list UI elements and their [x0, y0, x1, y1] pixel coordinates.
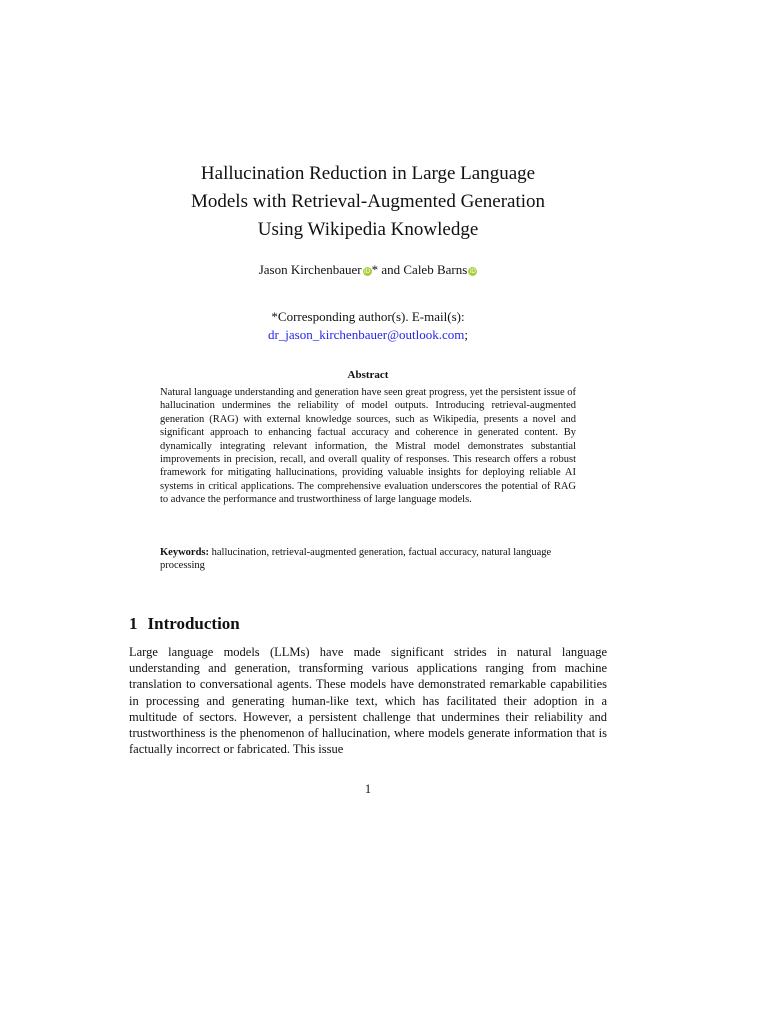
- title-line-2: Models with Retrieval-Augmented Generation: [190, 191, 546, 212]
- section-body-text: Large language models (LLMs) have made significant strides in natural language understanding and generation, transforming various applications ranging from machine translation to conversational agents. These models have demonstrated remarkable capabilities in processing and generating human-like text, which has facilitated their adoption in a multitude of sectors. However, a persistent challenge that undermines their reliability and trustworthiness is the phenomenon of hallucination, where models generate information that is factually incorrect or fabricated. This issue: [129, 645, 607, 757]
- author-list: [120, 262, 616, 278]
- title-line-1: Hallucination Reduction in Large Language: [200, 163, 536, 184]
- keywords-text: hallucination, retrieval-augmented generation, factual accuracy, natural language processing: [160, 547, 552, 572]
- correspondence-label: *Corresponding author(s). E-mail(s):: [271, 309, 465, 324]
- section-title: Introduction: [147, 614, 240, 633]
- correspondence: [120, 308, 616, 344]
- orcid-icon[interactable]: iD: [469, 268, 476, 275]
- section-number: 1: [129, 614, 138, 633]
- author-name: Jason Kirchenbauer: [258, 262, 362, 277]
- title-line-3: Using Wikipedia Knowledge: [257, 219, 479, 240]
- keywords: [160, 546, 576, 573]
- keywords-label: Keywords:: [160, 547, 209, 558]
- corresponding-mark: *: [371, 262, 379, 277]
- email-suffix: ;: [464, 327, 469, 342]
- section-heading: [129, 614, 240, 634]
- paper-title: [120, 160, 616, 244]
- abstract-text: Natural language understanding and generation have seen great progress, yet the persistent issue of hallucination undermines the reliability of model outputs. Introducing retrieval-augmented generation (RAG) with external knowledge sources, such as Wikipedia, presents a novel and significant approach to enhancing factual accuracy and coherence in generated content. By dynamically integrating relevant information, the Mistral model demonstrates substantial improvements in precision, recall, and overall quality of responses. This research offers a robust framework for mitigating hallucinations, providing valuable insights for deploying reliable AI systems in critical applications. The comprehensive evaluation underscores the potential of RAG to advance the performance and trustworthiness of large language models.: [160, 387, 576, 506]
- page-number: 1: [364, 782, 372, 796]
- author-conjunction: and: [381, 262, 401, 277]
- author-name: Caleb Barns: [403, 262, 468, 277]
- orcid-icon[interactable]: iD: [363, 268, 371, 275]
- abstract-heading: Abstract: [347, 369, 389, 381]
- email-link[interactable]: dr_jason_kirchenbauer@outlook.com: [267, 327, 465, 342]
